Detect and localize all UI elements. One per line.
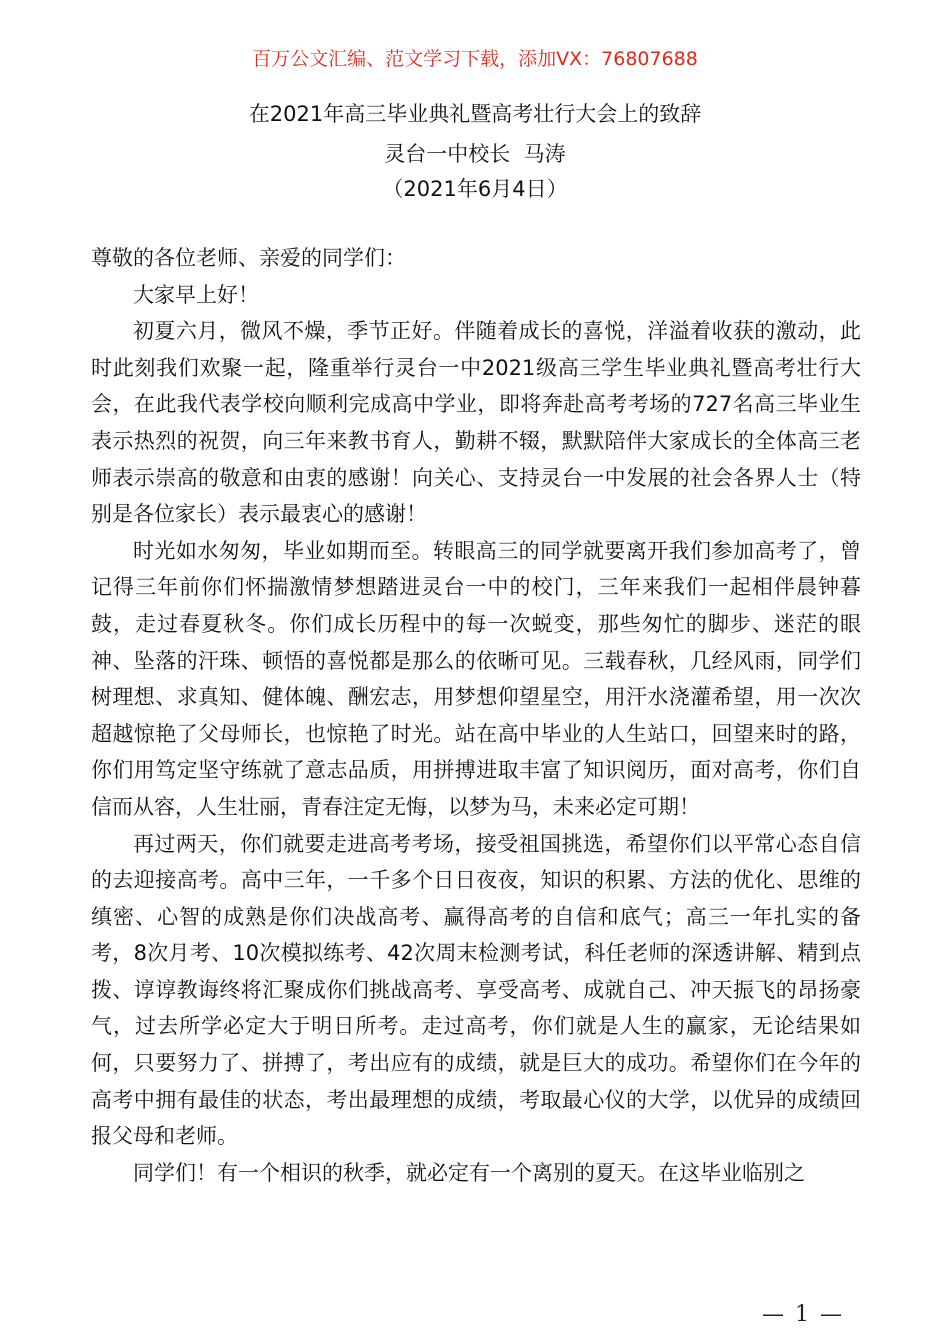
document-author: 灵台一中校长 马涛 — [384, 142, 566, 166]
paragraph: 初夏六月，微风不燥，季节正好。伴随着成长的喜悦，洋溢着收获的激动，此时此刻我们欢聚一起，隆重举行灵台一中2021级高三学生毕业典礼暨高考壮行大会，在此我代表学校向顺利完成高中学业，即将奔赴高考考场的727名高三毕业生表示热烈的祝贺，向三年来教书育人，勤耕不辍，默默陪伴大家成长的全体高三老师表示崇高的敬意和由衷的感谢！向关心、支持灵台一中发展的社会各界人士（特别是各位家长）表示最衷心的感谢！ — [91, 319, 861, 527]
document-date: （2021年6月4日） — [382, 177, 568, 201]
document-title: 在2021年高三毕业典礼暨高考壮行大会上的致辞 — [248, 102, 702, 126]
watermark-banner: 百万公文汇编、范文学习下载，添加VX：76807688 — [252, 48, 698, 70]
paragraph: 同学们！有一个相识的秋季，就必定有一个离别的夏天。在这毕业临别之 — [133, 1160, 805, 1185]
salutation: 尊敬的各位老师、亲爱的同学们： — [91, 246, 406, 270]
paragraph: 大家早上好！ — [133, 282, 259, 307]
paragraph: 时光如水匆匆，毕业如期而至。转眼高三的同学就要离开我们参加高考了，曾记得三年前你们怀揣激情梦想踏进灵台一中的校门，三年来我们一起相伴晨钟暮鼓，走过春夏秋冬。你们成长历程中的每一次蜕变，那些匆忙的脚步、迷茫的眼神、坠落的汗珠、顿悟的喜悦都是那么的依晰可见。三载春秋，几经风雨，同学们树理想、求真知、健体魄、酬宏志，用梦想仰望星空，用汗水浇灌希望，用一次次超越惊艳了父母师长，也惊艳了时光。站在高中毕业的人生站口，回望来时的路，你们用笃定坚守练就了意志品质，用拼搏进取丰富了知识阅历，面对高考，你们自信而从容，人生壮丽，青春注定无悔，以梦为马，未来必定可期！ — [91, 538, 861, 819]
paragraph: 再过两天，你们就要走进高考考场，接受祖国挑选，希望你们以平常心态自信的去迎接高考。高中三年，一千多个日日夜夜，知识的积累、方法的优化、思维的缜密、心智的成熟是你们决战高考、赢得高考的自信和底气；高三一年扎实的备考，8次月考、10次模拟练考、42次周末检测考试，科任老师的深透讲解、精到点拨、谆谆教诲终将汇聚成你们挑战高考、享受高考、成就自己、冲天振飞的昂扬豪气，过去所学必定大于明日所考。走过高考，你们就是人生的赢家，无论结果如何，只要努力了、拼搏了，考出应有的成绩，就是巨大的成功。希望你们在今年的高考中拥有最佳的状态，考出最理想的成绩，考取最心仪的大学，以优异的成绩回报父母和老师。 — [91, 831, 861, 1149]
document-body — [91, 240, 861, 1191]
page-number: — 1 — — [762, 1302, 844, 1327]
